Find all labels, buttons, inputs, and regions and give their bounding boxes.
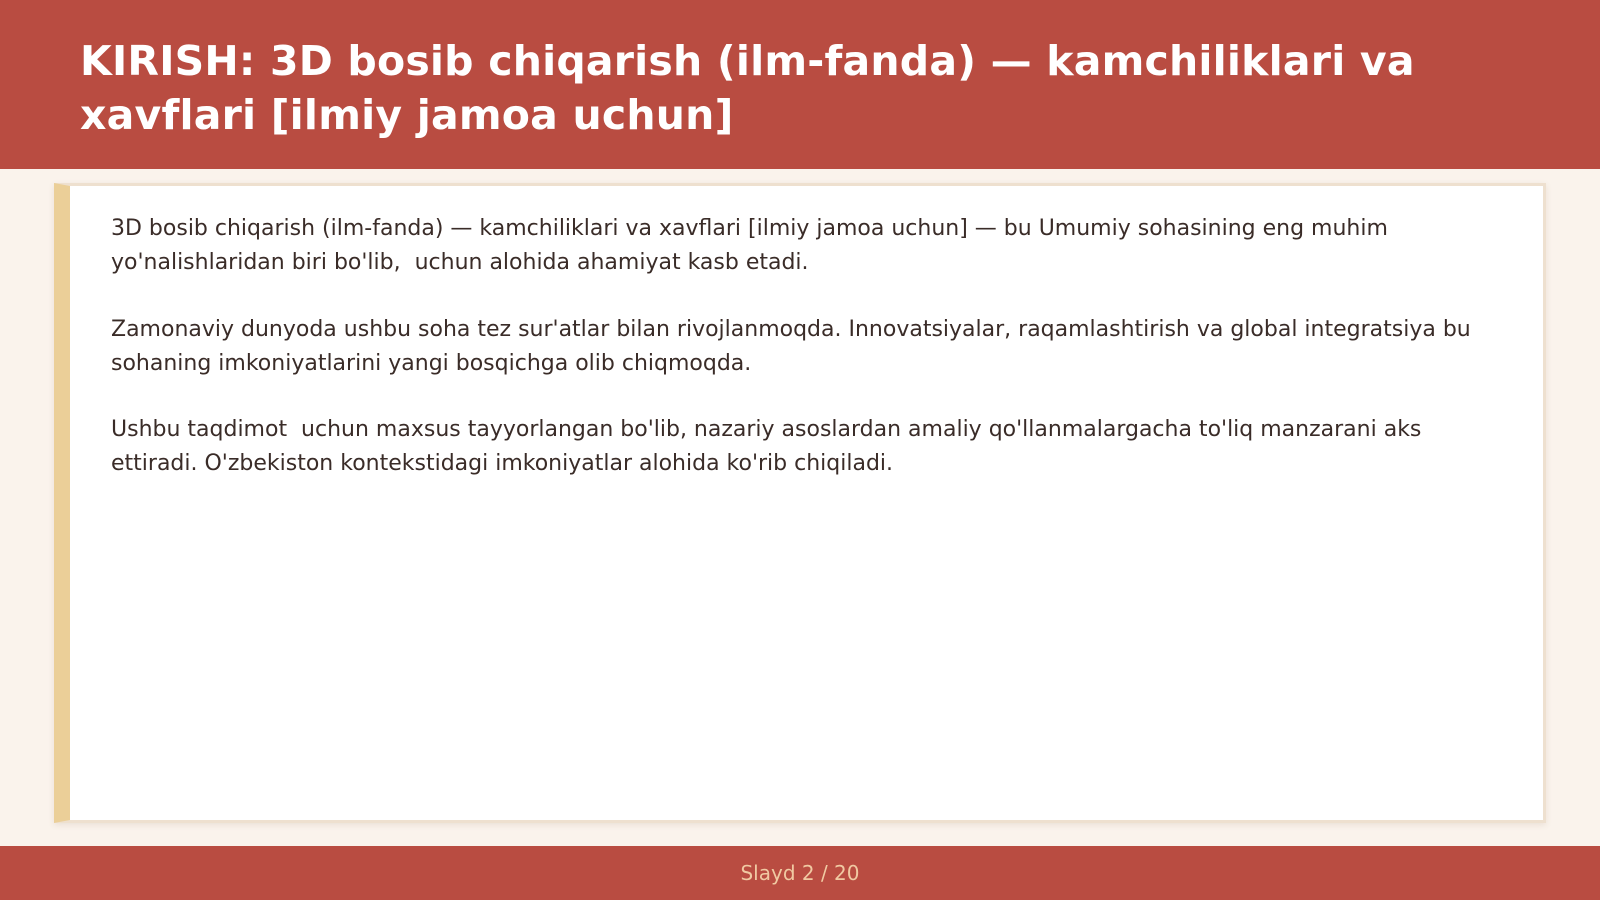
slide-counter: Slayd 2 / 20	[740, 861, 860, 885]
development-paragraph: Zamonaviy dunyoda ushbu soha tez sur'atlar bilan rivojlanmoqda. Innovatsiyalar, raqamlashtirish va global integratsiya bu sohaning imkoniyatlarini yangi bosqichga olib chiqmoqda.	[111, 317, 1478, 376]
slide-footer	[0, 846, 1600, 900]
intro-paragraph: 3D bosib chiqarish (ilm-fanda) — kamchiliklari va xavflari [ilmiy jamoa uchun] — bu Umumiy sohasining eng muhim yo'nalishlaridan biri bo'lib, uchun alohida ahamiyat kasb etadi.	[111, 216, 1395, 275]
slide-header	[0, 0, 1600, 169]
presentation-paragraph: Ushbu taqdimot uchun maxsus tayyorlangan bo'lib, nazariy asoslardan amaliy qo'llanmalargacha to'liq manzarani aks ettiradi. O'zbekiston kontekstidagi imkoniyatlar alohida ko'rib chiqiladi.	[111, 417, 1429, 476]
slide-title: KIRISH: 3D bosib chiqarish (ilm-fanda) — kamchiliklari va xavflari [ilmiy jamoa uchun]	[80, 37, 1415, 139]
